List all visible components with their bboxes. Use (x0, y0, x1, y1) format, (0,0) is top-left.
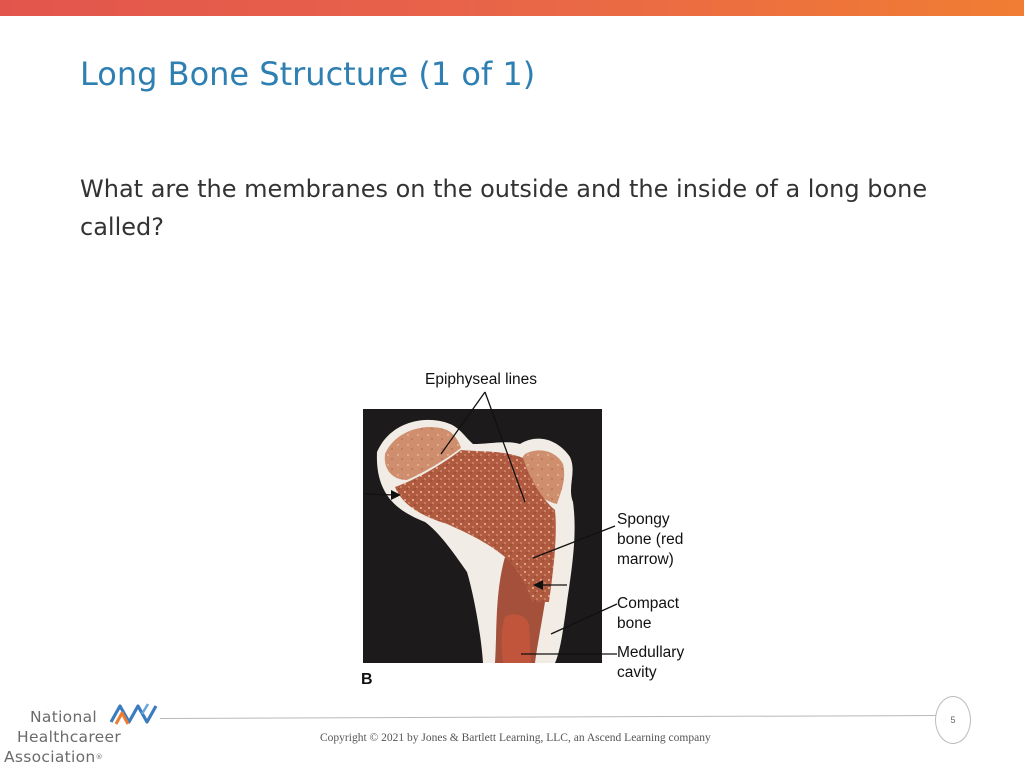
page-number-badge (935, 696, 971, 744)
slide-question: What are the membranes on the outside and the inside of a long bone called? (80, 175, 928, 241)
logo-line-national: National (30, 708, 97, 726)
copyright-notice: Copyright © 2021 by Jones & Bartlett Learning, LLC, an Ascend Learning company (320, 732, 711, 744)
footer-divider (160, 715, 936, 719)
label-epiphyseal-lines: Epiphyseal lines (425, 371, 538, 388)
page-number: 5 (950, 715, 956, 725)
label-medullary-cavity: Medullary cavity (617, 644, 685, 681)
label-compact-bone: Compact bone (617, 595, 680, 632)
bone-figure (355, 362, 700, 697)
nha-logo (0, 698, 165, 768)
slide-title: Long Bone Structure (1 of 1) (80, 55, 536, 93)
panel-letter: B (361, 671, 373, 688)
logo-line-healthcareer: Healthcareer (17, 728, 121, 746)
label-spongy-bone: Spongy bone (red marrow) (617, 511, 684, 568)
logo-line-association (4, 748, 103, 767)
nha-zigzag-icon (108, 700, 160, 726)
logo-registered-mark: ® (95, 753, 103, 761)
logo-association-text: Association (4, 748, 96, 766)
top-accent-bar (0, 0, 1024, 16)
